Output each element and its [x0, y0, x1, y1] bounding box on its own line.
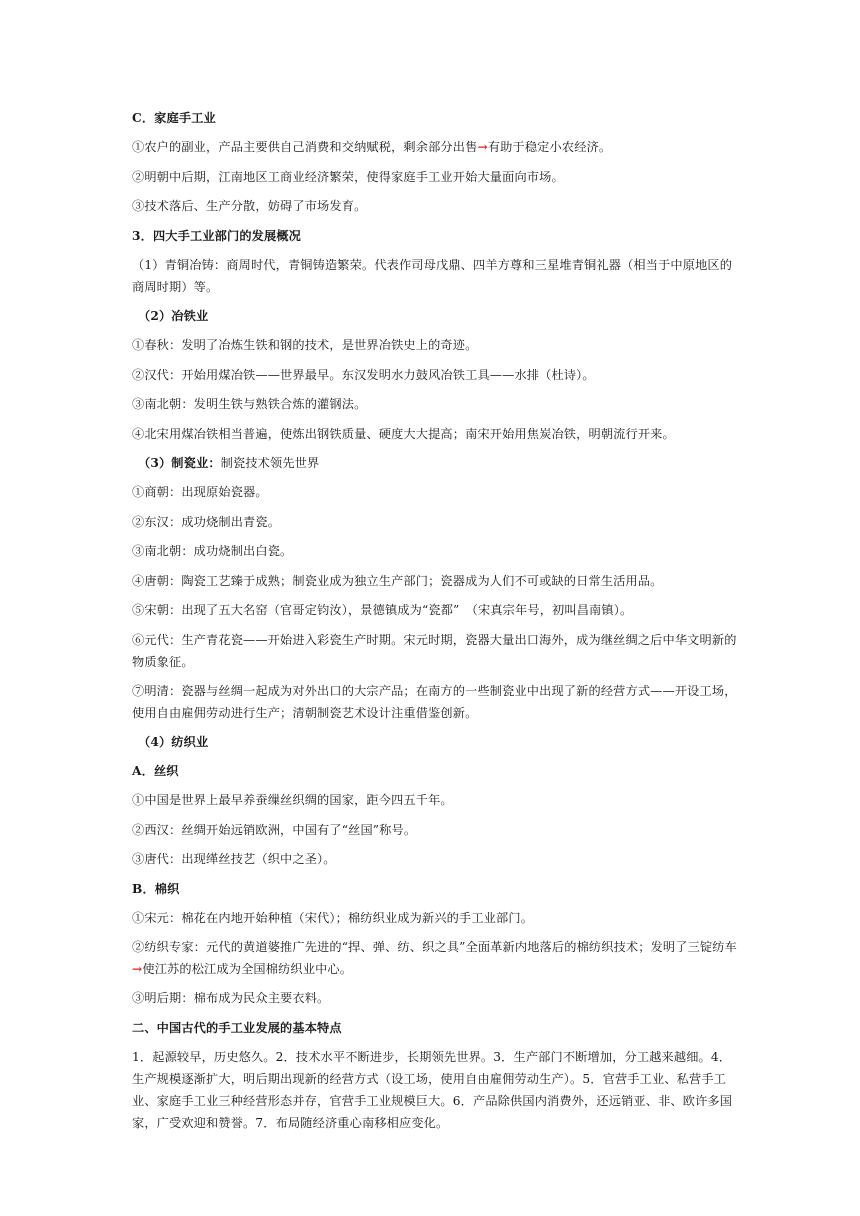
text-span: 制瓷技术领先世界 — [220, 456, 320, 471]
paragraph-line: ②汉代：开始用煤冶铁——世界最早。东汉发明水力鼓风冶铁工具——水排（杜诗）。 — [132, 367, 595, 382]
paragraph-line: ④唐朝：陶瓷工艺臻于成熟；制瓷业成为独立生产部门；瓷器成为人们不可或缺的日常生活用品。 — [132, 573, 663, 588]
subheading-porcelain — [132, 449, 742, 478]
paragraph-line: ②明朝中后期，江南地区工商业经济繁荣，使得家庭手工业开始大量面向市场。 — [132, 169, 564, 184]
subheading-textile: （4）纺织业 — [138, 734, 209, 749]
document-page — [132, 104, 742, 1138]
section-heading-four-industries: 3．四大手工业部门的发展概况 — [132, 228, 302, 243]
paragraph-line: ②西汉：丝绸开始远销欧洲，中国有了“丝国”称号。 — [132, 822, 417, 837]
paragraph-line: ①宋元：棉花在内地开始种植（宋代）；棉纺织业成为新兴的手工业部门。 — [132, 910, 534, 925]
paragraph-line: ②东汉：成功烧制出青瓷。 — [132, 514, 281, 529]
paragraph-characteristics: 1．起源较早，历史悠久。2．技术水平不断进步，长期领先世界。3．生产部门不断增加，分工越来越细。4．生产规模逐渐扩大，明后期出现新的经营方式（设工场，使用自由雇佣劳动生产）。5．官营手工业、私营手工业、家庭手工业三种经营形态并存，官营手工业规模巨大。6．产品除供国内消费外，还远销亚、非、欧许多国家，广受欢迎和赞誉。7．布局随经济重心南移相应变化。 — [132, 1050, 733, 1131]
paragraph-yuan-porcelain: ⑥元代：生产青花瓷——开始进入彩瓷生产时期。宋元时期，瓷器大量出口海外，成为继丝绸之后中华文明新的物质象征。 — [132, 632, 737, 669]
red-arrow-icon: → — [132, 962, 143, 977]
paragraph-line: ①中国是世界上最早养蚕缫丝织绸的国家，距今四五千年。 — [132, 793, 453, 808]
paragraph-line: ④北宋用煤冶铁相当普遍，使炼出钢铁质量、硬度大大提高；南宋开始用焦炭冶铁，明朝流行开来。 — [132, 426, 675, 441]
paragraph-huang-daopo — [132, 933, 742, 984]
paragraph-line — [132, 133, 742, 162]
paragraph-line: ①商朝：出现原始瓷器。 — [132, 485, 268, 500]
paragraph-line: ③唐代：出现缂丝技艺（织中之圣）。 — [132, 852, 336, 867]
paragraph-line: ③技术落后、生产分散，妨碍了市场发育。 — [132, 199, 367, 214]
subheading-label: （3）制瓷业： — [138, 456, 221, 471]
section-heading-characteristics: 二、中国古代的手工业发展的基本特点 — [132, 1020, 342, 1035]
text-span: 使江苏的松江成为全国棉纺织业中心。 — [142, 962, 353, 977]
text-span: ②纺织专家：元代的黄道婆推广先进的“捍、弹、纺、织之具”全面革新内地落后的棉纺织技术；发明了三锭纺车 — [132, 940, 737, 955]
red-arrow-icon: → — [477, 140, 488, 155]
subheading-iron: （2）冶铁业 — [138, 309, 209, 324]
text-span: ①农户的副业，产品主要供自己消费和交纳赋税，剩余部分出售 — [132, 140, 478, 155]
paragraph-line: ③明后期：棉布成为民众主要衣料。 — [132, 991, 330, 1006]
paragraph-line: ③南北朝：成功烧制出白瓷。 — [132, 544, 293, 559]
subheading-cotton: B．棉织 — [132, 881, 180, 896]
paragraph-line: ⑤宋朝：出现了五大名窑（官哥定钧汝），景德镇成为“瓷都” （宋真宗年号，初叫昌南镇）。 — [132, 603, 633, 618]
subheading-silk: A．丝织 — [132, 763, 179, 778]
paragraph-line: ③南北朝：发明生铁与熟铁合炼的灌钢法。 — [132, 397, 367, 412]
section-heading-family-handicraft: C．家庭手工业 — [132, 111, 216, 125]
paragraph-ming-qing-porcelain: ⑦明清：瓷器与丝绸一起成为对外出口的大宗产品；在南方的一些制瓷业中出现了新的经营方式——开设工场，使用自由雇佣劳动进行生产；清朝制瓷艺术设计注重借鉴创新。 — [132, 683, 737, 720]
text-span: 有助于稳定小农经济。 — [487, 140, 612, 155]
paragraph-bronze: （1）青铜冶铸：商周时代，青铜铸造繁荣。代表作司母戊鼎、四羊方尊和三星堆青铜礼器（相当于中原地区的商周时期）等。 — [132, 258, 733, 295]
paragraph-line: ①春秋：发明了冶炼生铁和钢的技术，是世界冶铁史上的奇迹。 — [132, 338, 478, 353]
